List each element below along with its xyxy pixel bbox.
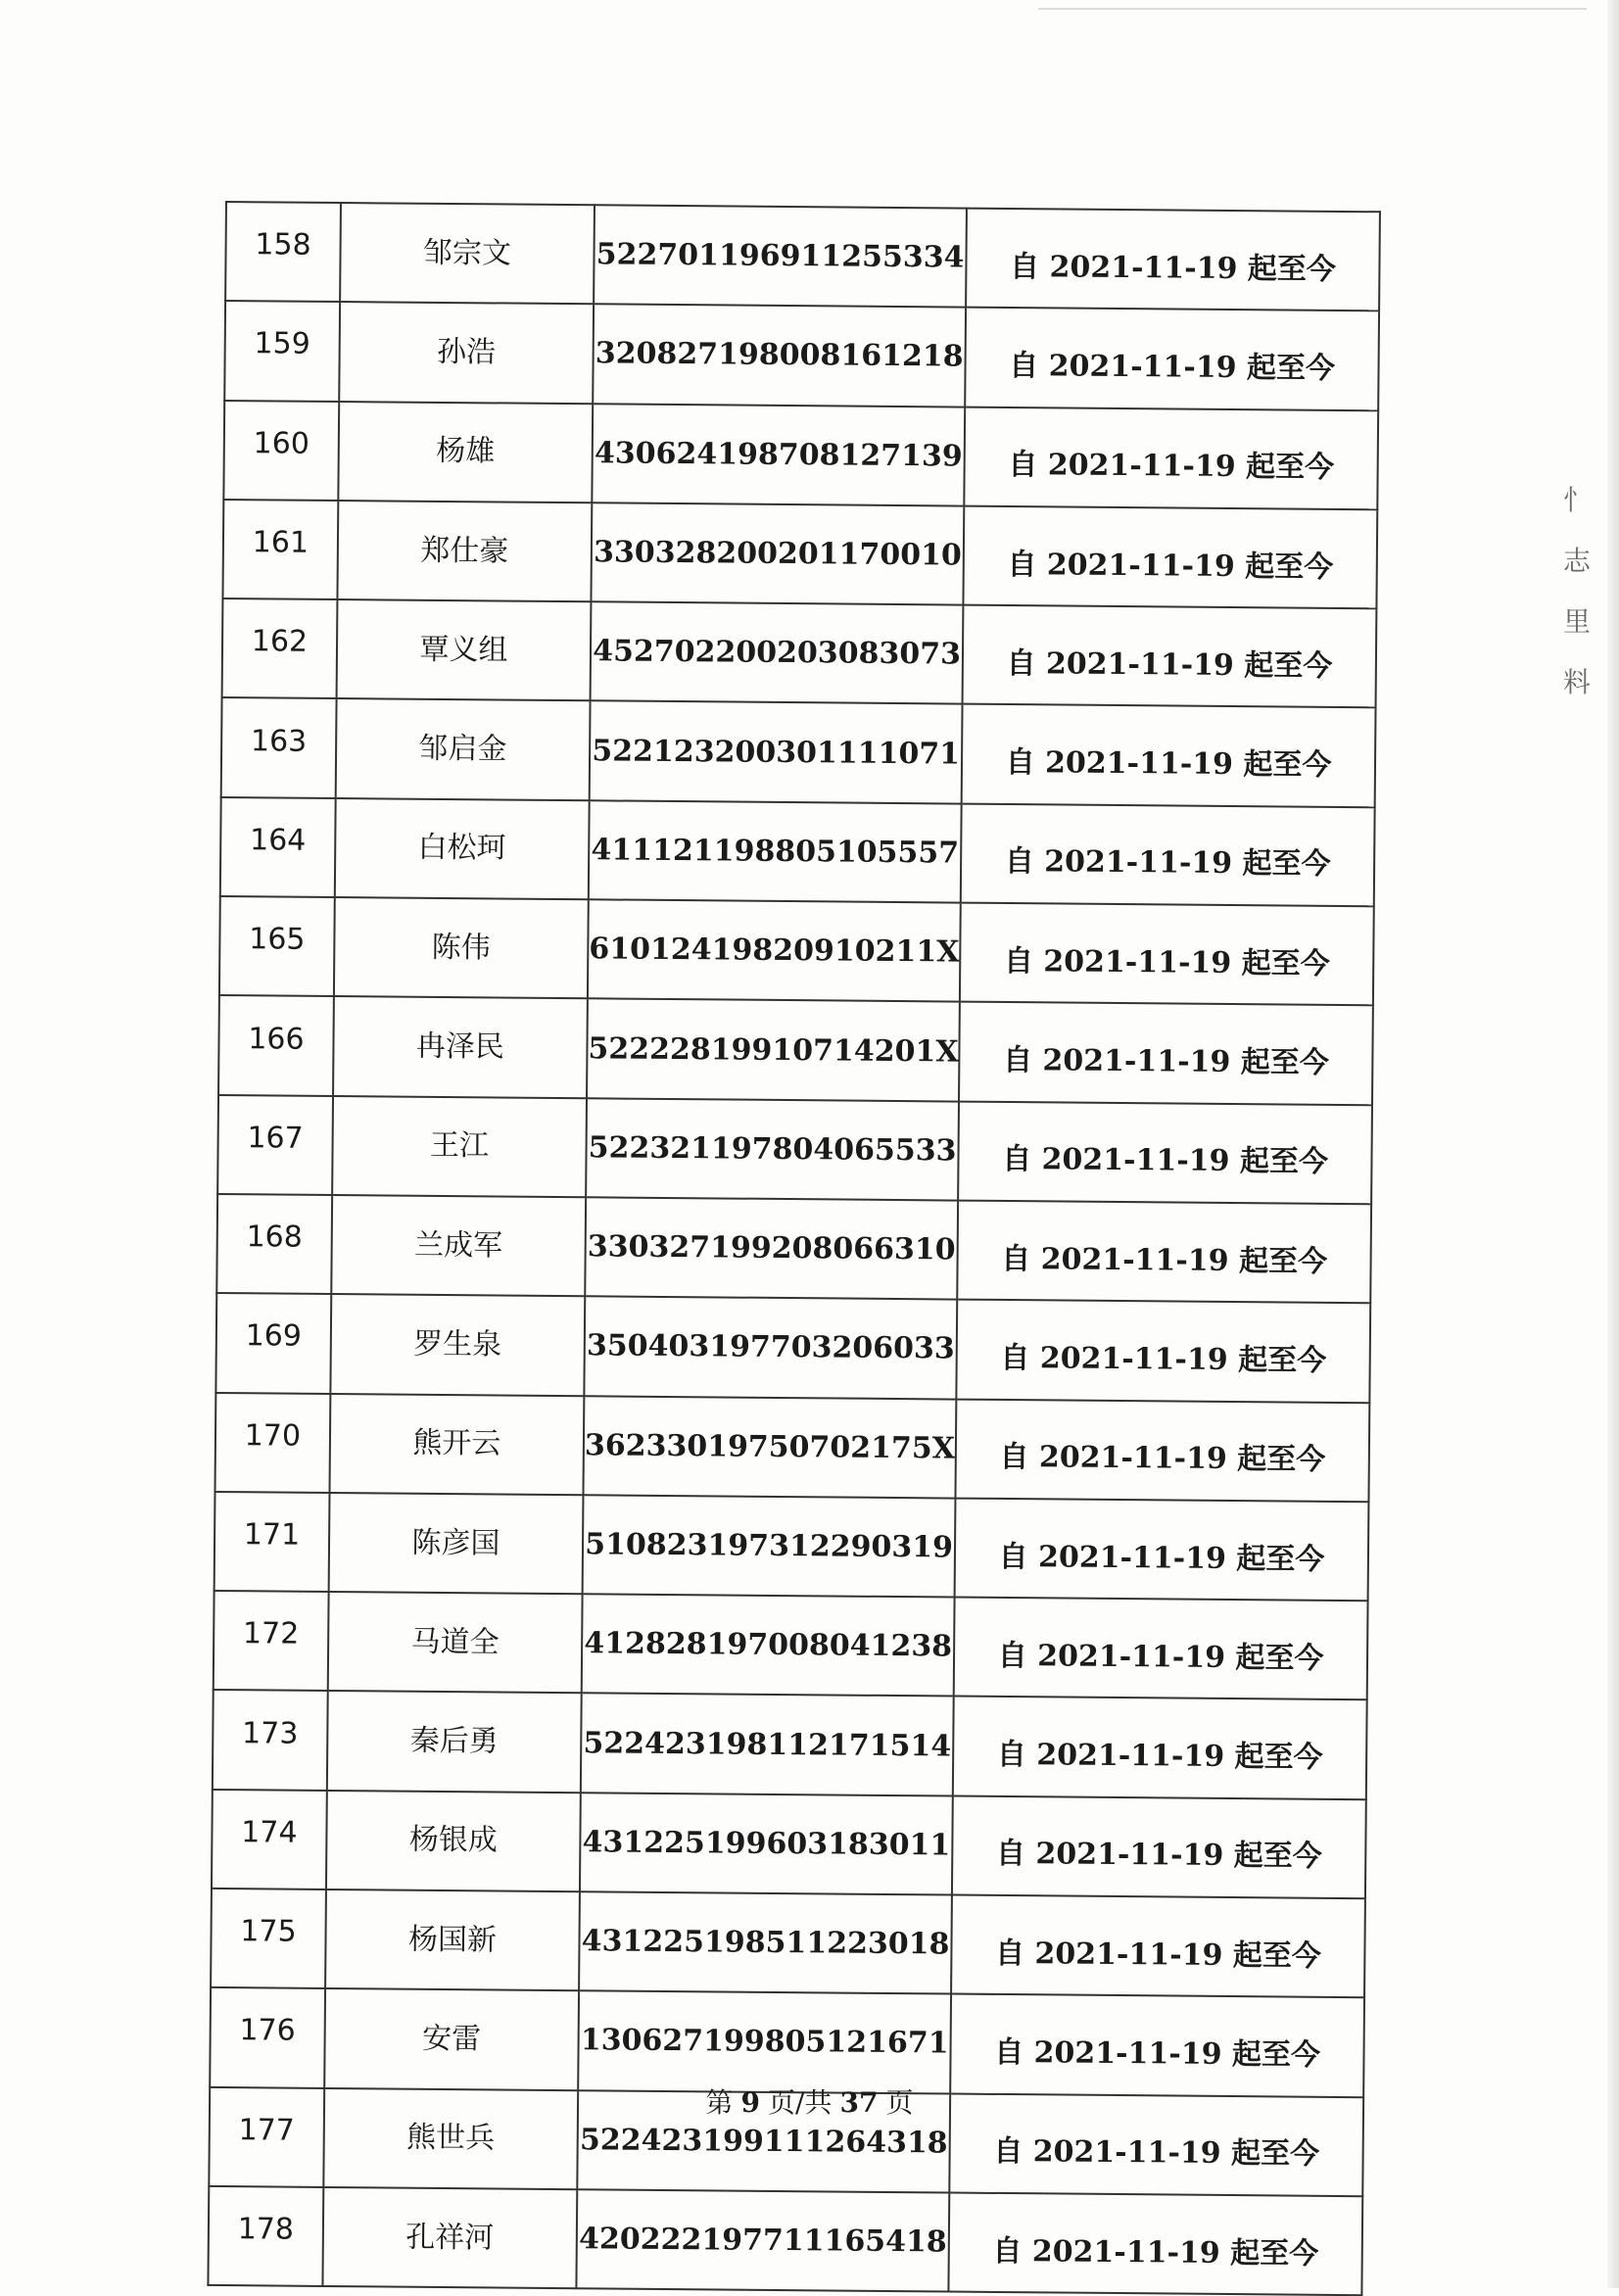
table-row xyxy=(216,1194,1371,1304)
row-number-cell: 160 xyxy=(223,401,339,501)
id-number-cell: 430624198708127139 xyxy=(592,404,965,506)
period-cell: 自 2021-11-19 起至今 xyxy=(963,605,1377,708)
period-cell: 自 2021-11-19 起至今 xyxy=(962,704,1376,807)
id-number-cell: 522321197804065533 xyxy=(586,1098,959,1201)
row-number-cell: 159 xyxy=(224,301,340,401)
id-number-cell: 522701196911255334 xyxy=(594,205,967,308)
name-cell: 熊开云 xyxy=(329,1394,584,1496)
name-cell: 熊世兵 xyxy=(323,2088,578,2190)
row-number-cell: 178 xyxy=(208,2186,323,2286)
table-row xyxy=(222,500,1377,609)
id-number-cell: 330328200201170010 xyxy=(591,502,964,605)
period-cell: 自 2021-11-19 起至今 xyxy=(950,1994,1364,2097)
period-cell: 自 2021-11-19 起至今 xyxy=(959,1002,1373,1105)
period-cell: 自 2021-11-19 起至今 xyxy=(951,1895,1365,1998)
id-number-cell: 522423199111264318 xyxy=(577,2090,950,2193)
scan-edge xyxy=(1607,0,1619,2288)
row-number-cell: 166 xyxy=(218,995,334,1095)
current-page-number: 9 xyxy=(740,2086,761,2119)
row-number-cell: 161 xyxy=(222,500,338,599)
side-mark: 志 xyxy=(1562,545,1591,577)
row-number-cell: 172 xyxy=(214,1591,329,1691)
id-number-cell: 320827198008161218 xyxy=(593,305,966,407)
row-number-cell: 177 xyxy=(209,2087,324,2187)
footer-middle: 页/共 xyxy=(768,2086,833,2119)
period-cell: 自 2021-11-19 起至今 xyxy=(964,505,1378,608)
row-number-cell: 163 xyxy=(221,697,337,797)
period-cell: 自 2021-11-19 起至今 xyxy=(960,903,1374,1006)
period-cell: 自 2021-11-19 起至今 xyxy=(961,803,1375,906)
scan-top-line xyxy=(1038,8,1587,10)
side-mark: 忄 xyxy=(1562,484,1591,516)
name-cell: 罗生泉 xyxy=(330,1294,585,1396)
name-cell: 孙浩 xyxy=(339,302,594,404)
id-number-cell: 431225199603183011 xyxy=(580,1793,953,1895)
table-row xyxy=(220,797,1375,907)
name-cell: 冉泽民 xyxy=(333,996,588,1098)
row-number-cell: 174 xyxy=(212,1790,327,1889)
row-number-cell: 167 xyxy=(217,1095,333,1195)
table-row xyxy=(223,401,1378,510)
id-number-cell: 412828197008041238 xyxy=(582,1594,955,1697)
table-row xyxy=(214,1393,1369,1503)
id-number-cell: 36233019750702175X xyxy=(583,1396,956,1499)
id-number-cell: 411121198805105557 xyxy=(589,800,962,903)
row-number-cell: 170 xyxy=(214,1393,330,1493)
name-cell: 秦后勇 xyxy=(327,1691,582,1793)
name-cell: 杨雄 xyxy=(338,402,593,503)
side-mark: 料 xyxy=(1562,666,1591,698)
period-cell: 自 2021-11-19 起至今 xyxy=(956,1300,1370,1403)
table-body xyxy=(208,202,1380,2295)
table-row xyxy=(212,1790,1366,1899)
table-row xyxy=(217,1095,1372,1205)
id-number-cell: 510823197312290319 xyxy=(583,1495,956,1598)
name-cell: 兰成军 xyxy=(331,1195,586,1297)
side-binding-marks xyxy=(1557,470,1596,725)
name-cell: 杨国新 xyxy=(325,1889,580,1991)
table-row xyxy=(225,202,1380,311)
period-cell: 自 2021-11-19 起至今 xyxy=(965,308,1379,410)
name-cell: 安雷 xyxy=(324,1988,579,2090)
row-number-cell: 165 xyxy=(219,896,335,996)
period-cell: 自 2021-11-19 起至今 xyxy=(957,1201,1371,1304)
period-cell: 自 2021-11-19 起至今 xyxy=(964,407,1378,509)
table-row xyxy=(221,697,1376,807)
row-number-cell: 175 xyxy=(211,1889,326,1988)
period-cell: 自 2021-11-19 起至今 xyxy=(966,209,1380,311)
id-number-cell: 522123200301111071 xyxy=(590,701,963,804)
row-number-cell: 176 xyxy=(210,1987,325,2087)
table-row xyxy=(214,1492,1369,1602)
period-cell: 自 2021-11-19 起至今 xyxy=(954,1598,1368,1700)
name-cell: 陈彦国 xyxy=(328,1493,583,1595)
table-row xyxy=(222,598,1377,708)
name-cell: 陈伟 xyxy=(334,897,589,999)
footer-suffix: 页 xyxy=(885,2086,914,2119)
name-cell: 王江 xyxy=(332,1096,587,1198)
table-row xyxy=(219,896,1374,1006)
period-cell: 自 2021-11-19 起至今 xyxy=(949,2192,1363,2295)
id-number-cell: 350403197703206033 xyxy=(584,1297,957,1400)
id-number-cell: 420222197711165418 xyxy=(576,2189,949,2292)
table-row xyxy=(211,1889,1365,1998)
table-row xyxy=(224,301,1379,410)
row-number-cell: 171 xyxy=(214,1492,330,1592)
period-cell: 自 2021-11-19 起至今 xyxy=(952,1795,1366,1898)
period-cell: 自 2021-11-19 起至今 xyxy=(949,2093,1363,2196)
period-cell: 自 2021-11-19 起至今 xyxy=(955,1498,1369,1601)
row-number-cell: 173 xyxy=(213,1690,328,1790)
table-row xyxy=(214,1591,1368,1700)
side-mark: 里 xyxy=(1562,605,1591,638)
name-cell: 白松珂 xyxy=(335,798,590,900)
table-row xyxy=(213,1690,1367,1799)
name-cell: 杨银成 xyxy=(326,1791,581,1892)
table-row xyxy=(215,1293,1370,1403)
total-page-count: 37 xyxy=(839,2086,879,2119)
personnel-table xyxy=(207,201,1381,2296)
id-number-cell: 61012419820910211X xyxy=(588,899,961,1002)
name-cell: 覃义组 xyxy=(336,599,591,701)
id-number-cell: 431225198511223018 xyxy=(579,1891,952,1994)
id-number-cell: 330327199208066310 xyxy=(585,1197,958,1300)
id-number-cell: 130627199805121671 xyxy=(578,1991,951,2094)
name-cell: 邹宗文 xyxy=(340,203,595,305)
name-cell: 马道全 xyxy=(328,1592,583,1694)
row-number-cell: 158 xyxy=(225,202,341,302)
page-footer xyxy=(0,2081,1619,2121)
id-number-cell: 52222819910714201X xyxy=(587,999,960,1102)
name-cell: 邹启金 xyxy=(335,698,590,800)
row-number-cell: 164 xyxy=(220,797,336,897)
row-number-cell: 162 xyxy=(222,598,338,698)
footer-prefix: 第 xyxy=(705,2086,734,2119)
period-cell: 自 2021-11-19 起至今 xyxy=(956,1399,1370,1502)
row-number-cell: 169 xyxy=(215,1293,331,1393)
id-number-cell: 452702200203083073 xyxy=(591,601,964,704)
period-cell: 自 2021-11-19 起至今 xyxy=(953,1697,1367,1799)
period-cell: 自 2021-11-19 起至今 xyxy=(958,1101,1372,1204)
name-cell: 郑仕豪 xyxy=(337,501,592,602)
id-number-cell: 522423198112171514 xyxy=(581,1694,954,1796)
table-row xyxy=(218,995,1373,1105)
row-number-cell: 168 xyxy=(216,1194,332,1294)
table-row xyxy=(208,2186,1362,2296)
name-cell: 孔祥河 xyxy=(322,2187,577,2289)
